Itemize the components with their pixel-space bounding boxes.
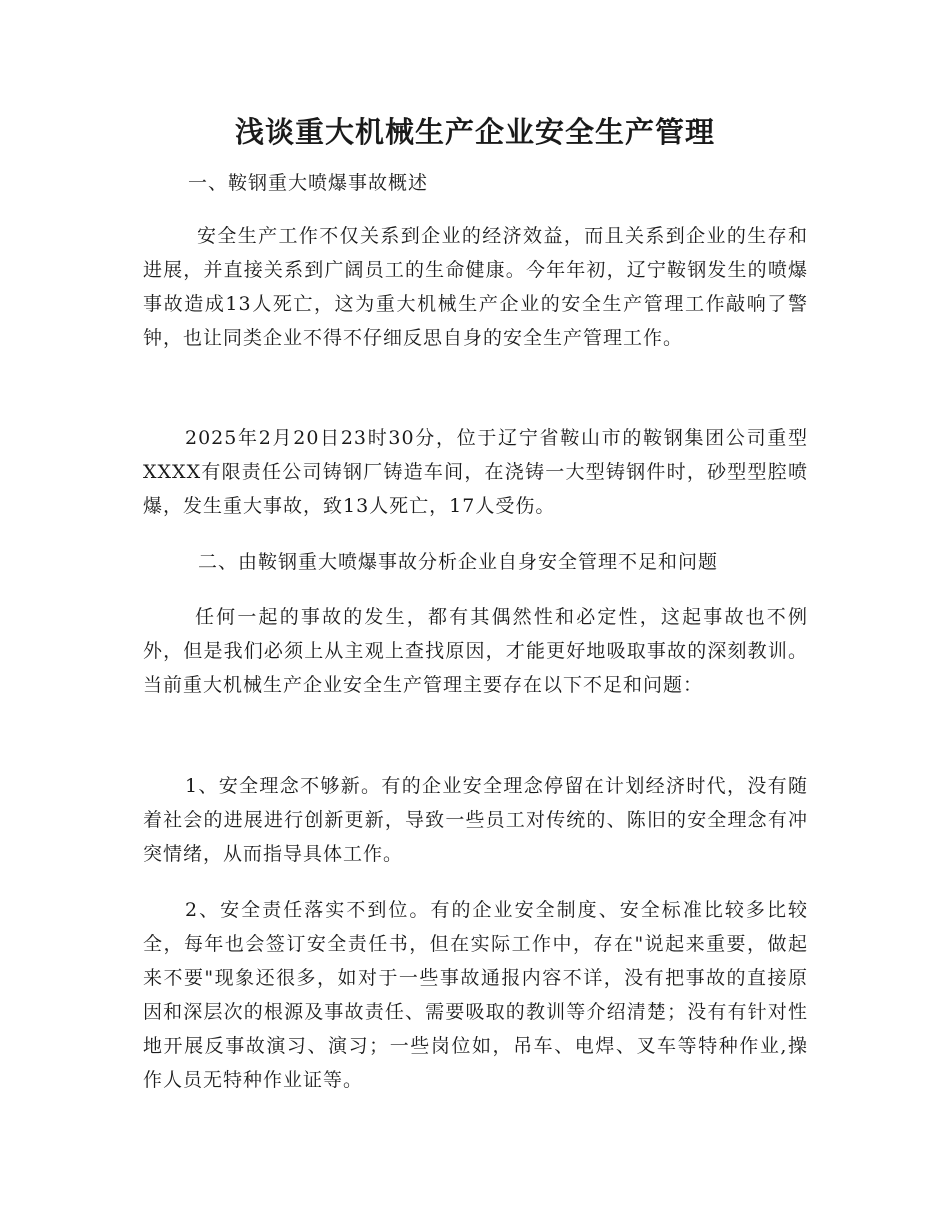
document-title: 浅谈重大机械生产企业安全生产管理: [234, 115, 715, 149]
paragraph-5: 2、安全责任落实不到位。有的企业安全制度、安全标准比较多比较全，每年也会签订安全责任书，但在实际工作中，存在"说起来重要，做起来不要"现象还很多，如对于一些事故通报内容不详，没有把事故的直接原因和深层次的根源及事故责任、需要吸取的教训等介绍清楚；没有有针对性地开展反事故演习、演习；一些岗位如，吊车、电焊、叉车等特种作业,操作人员无特种作业证等。: [143, 899, 808, 1091]
paragraph-1: 安全生产工作不仅关系到企业的经济效益，而且关系到企业的生存和进展，并直接关系到广阔员工的生命健康。今年年初，辽宁鞍钢发生的喷爆事故造成13人死亡，这为重大机械生产企业的安全生产管理工作敲响了警钟，也让同类企业不得不仔细反思自身的安全生产管理工作。: [143, 225, 808, 349]
paragraph-3: 任何一起的事故的发生，都有其偶然性和必定性，这起事故也不例外，但是我们必须上从主观上查找原因，才能更好地吸取事故的深刻教训。当前重大机械生产企业安全生产管理主要存在以下不足和问题：: [143, 606, 808, 696]
paragraph-2: 2025年2月20日23时30分，位于辽宁省鞍山市的鞍钢集团公司重型XXXX有限责任公司铸钢厂铸造车间，在浇铸一大型铸钢件时，砂型型腔喷爆，发生重大事故，致13人死亡，17人受伤。: [143, 427, 808, 517]
section-heading-1: 一、鞍钢重大喷爆事故概述: [188, 172, 429, 194]
section-heading-2: 二、由鞍钢重大喷爆事故分析企业自身安全管理不足和问题: [198, 551, 719, 573]
paragraph-4: 1、安全理念不够新。有的企业安全理念停留在计划经济时代，没有随着社会的进展进行创新更新，导致一些员工对传统的、陈旧的安全理念有冲突情绪，从而指导具体工作。: [143, 775, 808, 865]
